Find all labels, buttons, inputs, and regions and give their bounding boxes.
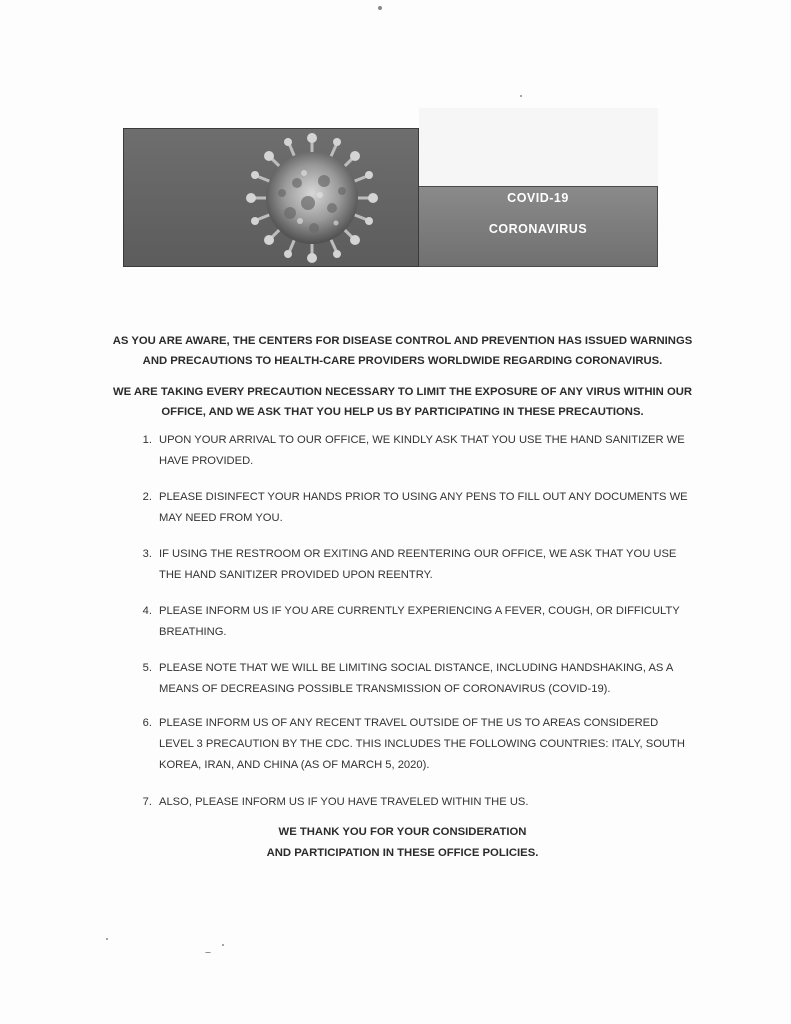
scan-speck [378,6,382,10]
list-item-number: 2. [142,491,152,503]
banner-title-panel [419,186,658,267]
banner-top-right-panel [419,108,658,187]
scan-speck [520,95,522,97]
intro-paragraph-1: AS YOU ARE AWARE, THE CENTERS FOR DISEASE CONTROL AND PREVENTION HAS ISSUED WARNINGS AND PRECAUTIONS TO HEALTH-CARE PROVIDERS WORLDWIDE REGARDING CORONAVIRUS. [112,335,693,367]
list-item-text: PLEASE INFORM US IF YOU ARE CURRENTLY EXPERIENCING A FEVER, COUGH, OR DIFFICULTY BREATHING. [159,605,680,638]
list-item-text: UPON YOUR ARRIVAL TO OUR OFFICE, WE KINDLY ASK THAT YOU USE THE HAND SANITIZER WE HAVE PROVIDED. [159,434,685,467]
scan-speck [106,938,108,940]
banner-title-covid: COVID-19 [507,191,569,205]
closing-line-1: WE THANK YOU FOR YOUR CONSIDERATION [278,826,527,838]
list-item-text: PLEASE INFORM US OF ANY RECENT TRAVEL OUTSIDE OF THE US TO AREAS CONSIDERED LEVEL 3 PRECAUTION BY THE CDC. THIS INCLUDES THE FOLLOWING COUNTRIES: ITALY, SOUTH KOREA, IRAN, AND CHINA (AS OF MARCH 5, 2020). [159,717,685,771]
scan-speck [222,944,224,946]
coronavirus-icon [242,133,382,263]
banner-image-panel [123,128,419,267]
list-item-number: 6. [142,717,152,729]
list-item-text: IF USING THE RESTROOM OR EXITING AND REENTERING OUR OFFICE, WE ASK THAT YOU USE THE HAND SANITIZER PROVIDED UPON REENTRY. [159,548,677,581]
list-item-number: 5. [142,662,152,674]
closing-line-2: AND PARTICIPATION IN THESE OFFICE POLICIES. [266,847,539,859]
list-item-number: 3. [142,548,152,560]
list-item-text: PLEASE DISINFECT YOUR HANDS PRIOR TO USING ANY PENS TO FILL OUT ANY DOCUMENTS WE MAY NEED FROM YOU. [159,491,688,524]
list-item-text: ALSO, PLEASE INFORM US IF YOU HAVE TRAVELED WITHIN THE US. [159,796,529,808]
list-item-number: 4. [142,605,152,617]
list-item-number: 7. [142,796,152,808]
intro-paragraph-2: WE ARE TAKING EVERY PRECAUTION NECESSARY TO LIMIT THE EXPOSURE OF ANY VIRUS WITHIN OUR OFFICE, AND WE ASK THAT YOU HELP US BY PARTICIPATING IN THESE PRECAUTIONS. [112,386,693,418]
scan-speck [205,952,211,953]
list-item-text: PLEASE NOTE THAT WE WILL BE LIMITING SOCIAL DISTANCE, INCLUDING HANDSHAKING, AS A MEANS OF DECREASING POSSIBLE TRANSMISSION OF CORONAVIRUS (COVID-19). [159,662,673,695]
list-item-number: 1. [142,434,152,446]
banner-title-coronavirus: CORONAVIRUS [488,222,588,236]
